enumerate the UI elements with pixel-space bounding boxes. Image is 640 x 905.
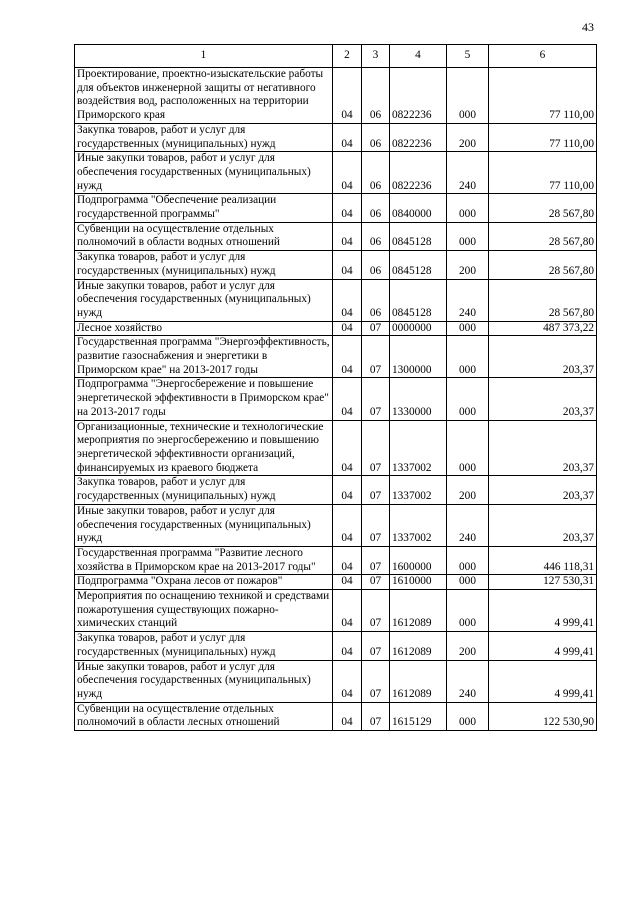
row-section: 04 (333, 590, 362, 632)
row-target-article: 1600000 (390, 546, 447, 574)
table-row (75, 336, 597, 378)
table-row (75, 590, 597, 632)
row-amount: 203,37 (489, 420, 597, 476)
header-row (75, 45, 597, 68)
row-amount: 487 373,22 (489, 321, 597, 336)
row-amount: 28 567,80 (489, 194, 597, 222)
row-amount: 122 530,90 (489, 702, 597, 730)
row-expense-type: 000 (447, 194, 489, 222)
row-expense-type: 000 (447, 336, 489, 378)
table-row (75, 546, 597, 574)
page-number: 43 (582, 20, 594, 34)
table-row (75, 504, 597, 546)
table-row (75, 279, 597, 321)
row-section: 04 (333, 251, 362, 279)
table-row (75, 194, 597, 222)
row-amount: 4 999,41 (489, 632, 597, 660)
row-target-article: 1337002 (390, 420, 447, 476)
row-section: 04 (333, 123, 362, 151)
row-section: 04 (333, 152, 362, 194)
row-expense-type: 000 (447, 546, 489, 574)
row-amount: 77 110,00 (489, 123, 597, 151)
table-row (75, 420, 597, 476)
row-amount: 203,37 (489, 378, 597, 420)
row-section: 04 (333, 336, 362, 378)
row-subsection: 06 (362, 152, 390, 194)
row-name: Иные закупки товаров, работ и услуг для обеспечения государственных (муниципальных) нужд (75, 279, 333, 321)
row-name: Иные закупки товаров, работ и услуг для обеспечения государственных (муниципальных) нужд (75, 152, 333, 194)
row-section: 04 (333, 68, 362, 124)
row-target-article: 1612089 (390, 660, 447, 702)
row-name: Организационные, технические и технологические мероприятия по энергосбережению и повышению энергетической эффективности организаций, финансируемых из краевого бюджета (75, 420, 333, 476)
row-expense-type: 240 (447, 279, 489, 321)
budget-table (74, 44, 597, 731)
row-target-article: 0840000 (390, 194, 447, 222)
row-target-article: 1337002 (390, 504, 447, 546)
row-expense-type: 200 (447, 123, 489, 151)
row-target-article: 0822236 (390, 152, 447, 194)
row-name: Подпрограмма "Энергосбережение и повышение энергетической эффективности в Приморском крае" на 2013-2017 годы (75, 378, 333, 420)
row-expense-type: 200 (447, 632, 489, 660)
row-expense-type: 000 (447, 68, 489, 124)
row-expense-type: 000 (447, 222, 489, 250)
table-row (75, 123, 597, 151)
table-body (75, 68, 597, 731)
row-section: 04 (333, 546, 362, 574)
row-target-article: 0822236 (390, 68, 447, 124)
row-target-article: 0822236 (390, 123, 447, 151)
row-subsection: 06 (362, 68, 390, 124)
row-name: Государственная программа "Энергоэффективность, развитие газоснабжения и энергетики в Приморском крае" на 2013-2017 годы (75, 336, 333, 378)
row-subsection: 06 (362, 123, 390, 151)
row-section: 04 (333, 632, 362, 660)
table-row (75, 222, 597, 250)
row-name: Мероприятия по оснащению техникой и средствами пожаротушения существующих пожарно-химических станций (75, 590, 333, 632)
row-section: 04 (333, 321, 362, 336)
row-subsection: 07 (362, 575, 390, 590)
row-name: Закупка товаров, работ и услуг для государственных (муниципальных) нужд (75, 251, 333, 279)
row-expense-type: 240 (447, 152, 489, 194)
table-row (75, 575, 597, 590)
row-target-article: 1610000 (390, 575, 447, 590)
row-name: Проектирование, проектно-изыскательские работы для объектов инженерной защиты от негативного воздействия вод, расположенных на территории Приморского края (75, 68, 333, 124)
row-subsection: 06 (362, 222, 390, 250)
row-subsection: 06 (362, 251, 390, 279)
row-subsection: 07 (362, 546, 390, 574)
table-header (75, 45, 597, 68)
row-name: Государственная программа "Развитие лесного хозяйства в Приморском крае на 2013-2017 годы" (75, 546, 333, 574)
row-name: Субвенции на осуществление отдельных полномочий в области лесных отношений (75, 702, 333, 730)
row-expense-type: 200 (447, 476, 489, 504)
row-subsection: 06 (362, 279, 390, 321)
row-subsection: 07 (362, 378, 390, 420)
row-name: Лесное хозяйство (75, 321, 333, 336)
table-row (75, 251, 597, 279)
row-subsection: 07 (362, 476, 390, 504)
row-section: 04 (333, 279, 362, 321)
row-section: 04 (333, 575, 362, 590)
row-amount: 28 567,80 (489, 222, 597, 250)
row-amount: 446 118,31 (489, 546, 597, 574)
row-name: Закупка товаров, работ и услуг для государственных (муниципальных) нужд (75, 476, 333, 504)
row-section: 04 (333, 476, 362, 504)
header-section: 2 (333, 45, 362, 68)
row-subsection: 07 (362, 321, 390, 336)
row-section: 04 (333, 702, 362, 730)
row-expense-type: 240 (447, 660, 489, 702)
row-target-article: 0845128 (390, 251, 447, 279)
row-expense-type: 000 (447, 378, 489, 420)
row-amount: 77 110,00 (489, 68, 597, 124)
table-row (75, 660, 597, 702)
row-section: 04 (333, 222, 362, 250)
row-subsection: 07 (362, 590, 390, 632)
row-target-article: 1612089 (390, 590, 447, 632)
row-target-article: 0845128 (390, 222, 447, 250)
row-expense-type: 000 (447, 702, 489, 730)
row-target-article: 1615129 (390, 702, 447, 730)
row-amount: 4 999,41 (489, 660, 597, 702)
row-amount: 203,37 (489, 336, 597, 378)
row-subsection: 07 (362, 336, 390, 378)
row-amount: 77 110,00 (489, 152, 597, 194)
row-expense-type: 000 (447, 420, 489, 476)
row-name: Иные закупки товаров, работ и услуг для обеспечения государственных (муниципальных) нужд (75, 504, 333, 546)
row-expense-type: 000 (447, 590, 489, 632)
header-expense-type: 5 (447, 45, 489, 68)
row-amount: 203,37 (489, 504, 597, 546)
row-subsection: 06 (362, 194, 390, 222)
row-target-article: 1612089 (390, 632, 447, 660)
row-name: Подпрограмма "Обеспечение реализации государственной программы" (75, 194, 333, 222)
row-target-article: 1337002 (390, 476, 447, 504)
table-row (75, 702, 597, 730)
row-expense-type: 000 (447, 575, 489, 590)
row-section: 04 (333, 194, 362, 222)
row-subsection: 07 (362, 702, 390, 730)
row-target-article: 0000000 (390, 321, 447, 336)
row-name: Иные закупки товаров, работ и услуг для обеспечения государственных (муниципальных) нужд (75, 660, 333, 702)
row-name: Закупка товаров, работ и услуг для государственных (муниципальных) нужд (75, 123, 333, 151)
row-section: 04 (333, 660, 362, 702)
row-section: 04 (333, 420, 362, 476)
row-target-article: 1300000 (390, 336, 447, 378)
header-subsection: 3 (362, 45, 390, 68)
row-subsection: 07 (362, 504, 390, 546)
row-name: Субвенции на осуществление отдельных полномочий в области водных отношений (75, 222, 333, 250)
table-row (75, 378, 597, 420)
table-row (75, 476, 597, 504)
row-amount: 203,37 (489, 476, 597, 504)
header-target-article: 4 (390, 45, 447, 68)
row-amount: 4 999,41 (489, 590, 597, 632)
row-subsection: 07 (362, 632, 390, 660)
table-row (75, 68, 597, 124)
header-name: 1 (75, 45, 333, 68)
row-name: Подпрограмма "Охрана лесов от пожаров" (75, 575, 333, 590)
row-section: 04 (333, 378, 362, 420)
row-expense-type: 200 (447, 251, 489, 279)
row-target-article: 0845128 (390, 279, 447, 321)
table-row (75, 632, 597, 660)
row-subsection: 07 (362, 420, 390, 476)
row-name: Закупка товаров, работ и услуг для государственных (муниципальных) нужд (75, 632, 333, 660)
row-subsection: 07 (362, 660, 390, 702)
header-amount: 6 (489, 45, 597, 68)
row-expense-type: 240 (447, 504, 489, 546)
row-amount: 127 530,31 (489, 575, 597, 590)
row-amount: 28 567,80 (489, 251, 597, 279)
row-section: 04 (333, 504, 362, 546)
row-expense-type: 000 (447, 321, 489, 336)
row-target-article: 1330000 (390, 378, 447, 420)
table-row (75, 321, 597, 336)
row-amount: 28 567,80 (489, 279, 597, 321)
table-row (75, 152, 597, 194)
